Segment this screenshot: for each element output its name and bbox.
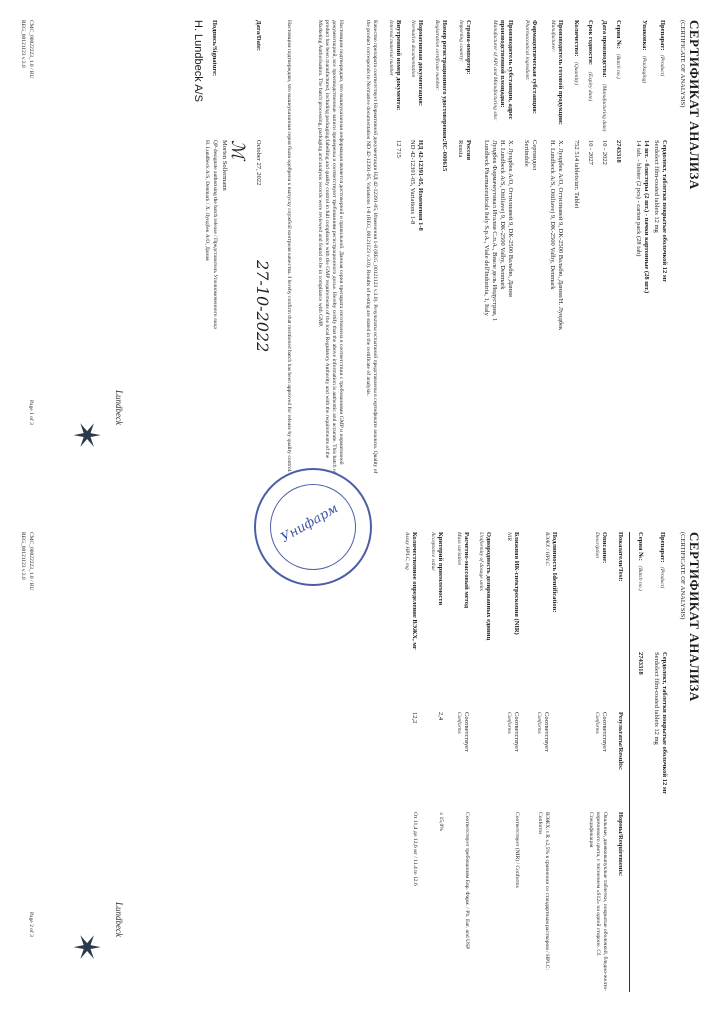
certificate-page-2 — [4, 512, 724, 1012]
api-manufacturer-label-2: производственной площадки: — [499, 20, 506, 108]
col-header-test: Показатели/Test: — [617, 532, 624, 582]
row-result: Соответствует — [513, 712, 520, 752]
row-test-en: NIR — [506, 532, 512, 541]
row-test: Критерий приемлемости — [437, 532, 444, 606]
lundbeck-logo-text: Lundbeck — [114, 390, 124, 425]
normative-doc-value-ru: НД 42-12391-05, Изменения 1-8 — [417, 140, 424, 231]
mfg-date-label: Дата производства: — [601, 20, 608, 78]
batch-value: 2743318 — [615, 140, 622, 163]
internal-number-value: 12 715 — [395, 140, 402, 158]
api-manufacturer-value-4: Lundbeck Pharmaceuticals Italy S.p.A., Viale dell'Industria, 1, Italy — [483, 140, 490, 316]
row-norm: Овальные, двояковыпуклые таблетки, покрытые оболочкой, бледно-желто-коричневого цвета, с тиснением «S12» на одной стороне. Cf. Спецификация — [588, 812, 608, 992]
row-test: Количественное определение ВЭЖХ, мг — [411, 532, 418, 650]
expiry-label: Срок годности: — [587, 20, 594, 66]
date-label: Дата/Date: — [255, 20, 262, 52]
row-test-en: Assay HPLC, mg — [404, 532, 410, 570]
preparation-label-en-2: (Product) — [659, 567, 665, 589]
company-name: H. Lundbeck A/S — [192, 20, 204, 102]
normative-doc-label: Нормативная документация: — [417, 20, 424, 106]
producer-label-en: Manufacturer: — [550, 20, 556, 53]
footer-reg-id: REG_00121123 v.3.0 — [20, 20, 26, 68]
signature-label: Подпись/Signature: — [211, 20, 218, 77]
producer-value-ru: Х. Лундбек А/О, Оттилиавей 9, DK-2500 Вальбю, Дания/Н. Лундбек — [557, 140, 564, 331]
row-test: Расчетно-массовый метод — [463, 532, 470, 609]
release-statement: Настоящим подтверждаю, что вышеуказанная серия была одобрена к выпуску службой контроля качества. I hereby confirm that mentioned batch has been approved for release by quality control. — [286, 20, 292, 473]
packaging-value-ru: 14 шт. - блистеры (2 шт.) - пачки картонные (28 шт.) — [643, 140, 650, 294]
quantity-label: Количество: — [573, 20, 580, 57]
row-test: Описание: — [601, 532, 608, 564]
preparation-label-2: Препарат: — [659, 532, 666, 563]
row-norm: ВЭЖХ: t R ±2,5% в сравнении со стандартным раствором / HPLC: Conforms — [537, 812, 550, 970]
row-test-en: Uniformity of dosage units — [478, 532, 484, 591]
row-test-en: ВЭЖХ / HPLC — [544, 532, 550, 566]
batch-label-en-2: (Batch no.) — [637, 566, 643, 591]
row-norm: Соответствует требованиям Евр. Фарм. / Ph. Eur. and USP — [464, 812, 470, 950]
header-divider — [629, 532, 630, 992]
signer-name: Morten Sollermann — [221, 140, 228, 191]
row-test: Однородность дозированных единиц — [485, 532, 492, 641]
row-test-en: Description — [594, 532, 600, 558]
api-label-en: Pharmaceutical ingredient: — [524, 20, 530, 81]
country-label: Страна-импортер: — [465, 20, 472, 75]
handwritten-date: 27-10-2022 — [253, 260, 272, 353]
mfg-date-label-en: (Manufacturing date) — [601, 84, 607, 132]
batch-label-en: (Batch no.) — [615, 54, 621, 79]
expiry-label-en: (Expiry date) — [587, 72, 593, 102]
batch-label: Серия №: — [615, 20, 622, 49]
expiry-value: 10 - 2027 — [587, 140, 594, 165]
row-result: Соответствует — [543, 712, 550, 752]
country-value-ru: Россия — [465, 140, 472, 161]
lundbeck-star-icon: ✶ — [66, 420, 106, 451]
footer-doc-id: CMC_00022223_1.0 / RU — [28, 20, 34, 79]
api-manufacturer-value-3: Лундбек Фармачеутикал Италия С.п.А., Виале дель Индустрия, 1 — [491, 140, 498, 322]
certification-statement: Настоящим подтверждаю, что вышеуказанная информация является достоверной и правильной. Данная серия препарата изготовлена в соответствии с требованиями GMP и нормативной документацией, все производственные записи проверены и соответствуют требованиям регистрационного досье. Hereby certify that the above information is authentic and accurate. This batch of product has been manufactured, including packaging/labelling and quality control in full compliance with the GMP requirements of the local Regulatory Authority and with the requirements of the Marketing Authorisation. The batch processing, packaging and analysis records were reviewed and found to be in compliance with GMP. — [317, 20, 344, 474]
quality-statement: Качество препарата соответствует Нормативной документации НД 42-12391-05, Изменения 1-8 (REG_00121123 v.3.0). Результаты испытаний представлены в сертификате анализа. Quality of the product corresponds to Normative documentation ND 42-12391-05, Variations 1-8 (REG_00121123 v.3.0). Results of testing are stated in the certificate of analysis. — [365, 20, 378, 474]
producer-value-en: H. Lundbeck A/S, Ottiliavej 9, DK-2500 Valby, Denmark — [549, 140, 556, 290]
packaging-value-en: 14 tab. - blister (2 pcs) - carton pack (28 tab) — [635, 140, 642, 257]
country-label-en: Importing country: — [458, 20, 464, 63]
api-manufacturer-label: Производитель субстанции, адрес — [507, 20, 514, 120]
country-value-en: Russia — [457, 140, 464, 158]
api-manufacturer-value-1: Х. Лундбек А/О, Оттилиавей 9, DK-2500 Вальбю, Дания — [507, 140, 514, 297]
company-seal-stamp — [254, 468, 372, 586]
preparation-value-en-2: Serdolect film-coated tablets 12 mg — [653, 652, 660, 745]
api-value-ru: Сертиндол — [531, 140, 538, 170]
row-result: Соответствует — [463, 712, 470, 752]
quantity-label-en: (Quantity) — [573, 62, 579, 85]
preparation-value-en: Serdolect film-coated tablets 12 mg — [653, 140, 660, 233]
certificate-page-1 — [4, 0, 724, 500]
producer-label: Производитель готовой продукции: — [557, 20, 564, 125]
api-manufacturer-label-en: Manufacturer of API and Manufacturing site: — [492, 20, 498, 121]
qp-note-2: H. Lundbeck A/S, Denmark / Х. Лундбек А/О, Дания — [204, 140, 210, 261]
row-result-en: Conforms — [456, 712, 462, 734]
page-number-2: Page 2 of 3 — [28, 912, 34, 937]
packaging-label: Упаковка: — [641, 20, 648, 51]
preparation-value-ru: Сердолект, таблетки покрытые оболочкой 12 мг — [661, 140, 668, 283]
lundbeck-star-icon-2: ✶ — [66, 932, 106, 963]
api-manufacturer-value-2: H. Lundbeck A/S, Ottiliavej 9, DK-2500 Valby, Denmark — [499, 140, 506, 290]
row-norm: ≤ 15,0% — [438, 812, 444, 831]
seal-company-name: Унифарм — [278, 501, 341, 546]
internal-number-label-en: Internal material number — [388, 20, 394, 76]
page-subtitle: (CERTIFICATE OF ANALYSIS) — [679, 20, 686, 108]
preparation-label: Препарат: — [659, 20, 666, 51]
quantity-value: 752 514 tablets/шт. Tablet — [573, 140, 580, 209]
footer-doc-id-2: CMC_00022223_1.0 / RU — [28, 532, 34, 591]
registration-value: ЛС-000615 — [441, 140, 448, 172]
row-result-en: Conforms — [594, 712, 600, 734]
api-value-en: Sertindole — [523, 140, 530, 167]
row-result: 12,2 — [411, 712, 418, 724]
lundbeck-logo-text-2: Lundbeck — [114, 902, 124, 937]
col-header-result: Результаты/Results: — [617, 712, 624, 770]
row-norm: От 11,4 до 12,6 мг / 11.4 to 12.6 — [412, 812, 418, 886]
page-number: Page 1 of 3 — [28, 400, 34, 425]
row-test: Подлинность Identification: — [551, 532, 558, 613]
normative-doc-label-en: Normative documentation — [410, 20, 416, 78]
normative-doc-value-en: ND 42-12391-05, Variations 1-8 — [409, 140, 416, 225]
row-result-en: Conforms — [536, 712, 542, 734]
row-test-en: Mass variation — [456, 532, 462, 566]
signature-scribble: ℳ — [227, 140, 248, 160]
row-result: 2,4 — [437, 712, 444, 721]
footer-reg-id-2: REG_00121123 v.3.0 — [20, 532, 26, 580]
date-value: October 27, 2022 — [255, 140, 262, 186]
col-header-norm: Нормы/Requirements: — [617, 812, 624, 877]
page-subtitle-2: (CERTIFICATE OF ANALYSIS) — [679, 532, 686, 620]
preparation-label-en: (Product) — [659, 55, 665, 77]
page-title: СЕРТИФИКАТ АНАЛИЗА — [687, 20, 702, 190]
batch-label-2: Серия №: — [637, 532, 644, 561]
qp-note-1: QP-designate authorising the batch release / Представитель Уполномоченного лица — [212, 140, 218, 329]
row-result-en: Conforms — [506, 712, 512, 734]
internal-number-label: Внутренний номер документа: — [395, 20, 402, 111]
api-label: Фармацевтическая субстанция: — [531, 20, 538, 114]
packaging-label-en: (Packaging) — [641, 56, 647, 84]
mfg-date-value: 10 - 2022 — [601, 140, 608, 165]
row-test: Ближняя ИК-спектроскопия (NIR) — [513, 532, 520, 635]
registration-label: Номер регистрационного удостоверения: — [441, 20, 448, 141]
preparation-value-ru-2: Сердолект, таблетки покрытые оболочкой 12 мг — [661, 652, 668, 795]
batch-value-2: 2743318 — [637, 652, 644, 675]
row-test-en: Acceptance value — [430, 532, 436, 571]
row-result: Соответствует — [601, 712, 608, 752]
row-norm: Соответствует (NIR) / Conforms — [514, 812, 520, 888]
registration-label-en: Registration certificate number: — [434, 20, 440, 91]
page-title-2: СЕРТИФИКАТ АНАЛИЗА — [687, 532, 702, 702]
